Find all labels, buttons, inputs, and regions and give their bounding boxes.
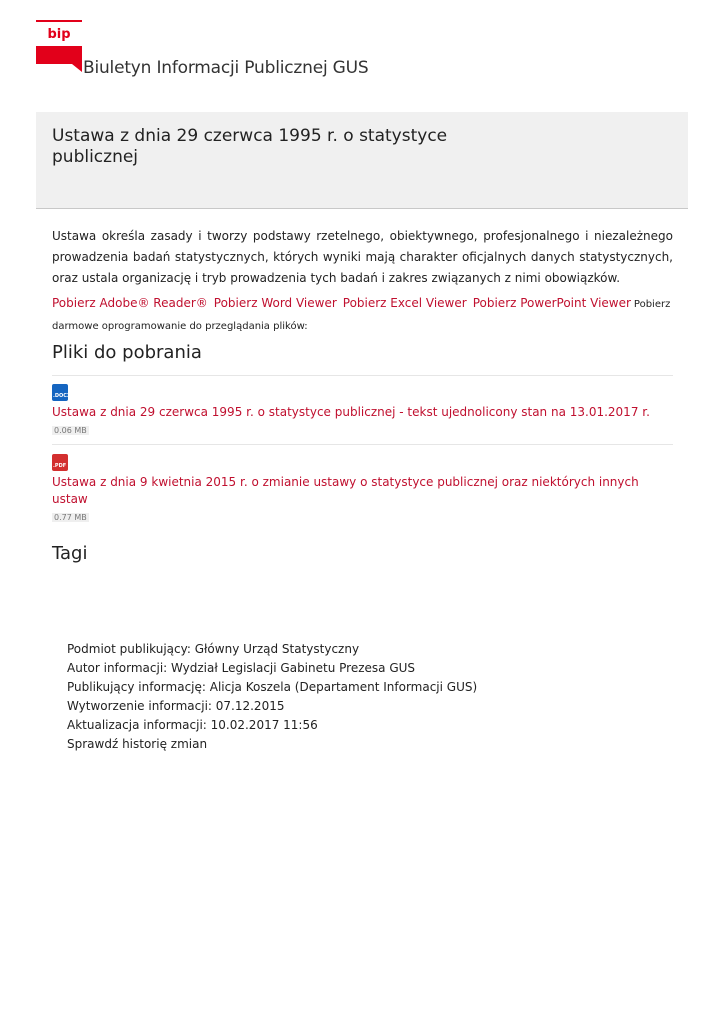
logo-text: bip [47,27,71,42]
file-size: 0.77 MB [54,513,87,522]
metadata-block [67,640,477,754]
file-link[interactable]: Ustawa z dnia 29 czerwca 1995 r. o statystyce publicznej - tekst ujednolicony stan na 13.01.2017 r. [52,405,650,419]
pdf-icon: .PDF [52,454,68,471]
meta-updated: Aktualizacja informacji: 10.02.2017 11:56 [67,718,318,732]
tags-heading: Tagi [52,543,88,564]
viewer-note: Pobierz darmowe oprogramowanie do przeglądania plików: [52,299,671,332]
docx-icon: .DOCX [52,384,68,401]
bip-logo[interactable] [36,20,82,72]
adobe-reader-link[interactable]: Pobierz Adobe® Reader® [52,296,208,310]
divider [52,375,673,376]
excel-viewer-link[interactable]: Pobierz Excel Viewer [342,296,467,310]
viewer-links [52,293,673,337]
file-item [52,384,673,439]
meta-author: Autor informacji: Wydział Legislacji Gabinetu Prezesa GUS [67,661,416,675]
divider [52,444,673,445]
file-size: 0.06 MB [54,426,87,435]
powerpoint-viewer-link[interactable]: Pobierz PowerPoint Viewer [472,296,631,310]
bip-logo-icon [36,20,82,72]
file-link[interactable]: Ustawa z dnia 9 kwietnia 2015 r. o zmianie ustawy o statystyce publicznej oraz niektórych innych ustaw [52,475,639,506]
site-title[interactable]: Biuletyn Informacji Publicznej GUS [83,58,369,78]
files-heading: Pliki do pobrania [52,342,202,363]
page-header-box [36,112,688,209]
word-viewer-link[interactable]: Pobierz Word Viewer [213,296,337,310]
meta-publisher: Podmiot publikujący: Główny Urząd Statystyczny [67,642,360,656]
page-title: Ustawa z dnia 29 czerwca 1995 r. o statystyce publicznej [52,126,448,167]
meta-published-by: Publikujący informację: Alicja Koszela (Departament Informacji GUS) [67,680,478,694]
history-link[interactable]: Sprawdź historię zmian [67,737,208,751]
meta-created: Wytworzenie informacji: 07.12.2015 [67,699,285,713]
intro-text: Ustawa określa zasady i tworzy podstawy rzetelnego, obiektywnego, profesjonalnego i niezależnego prowadzenia badań statystycznych, których wyniki mają charakter oficjalnych danych statystycznych, oraz ustala organizację i tryb prowadzenia tych badań i zakres związanych z nimi obowiązków. [52,229,673,285]
file-item [52,454,673,526]
